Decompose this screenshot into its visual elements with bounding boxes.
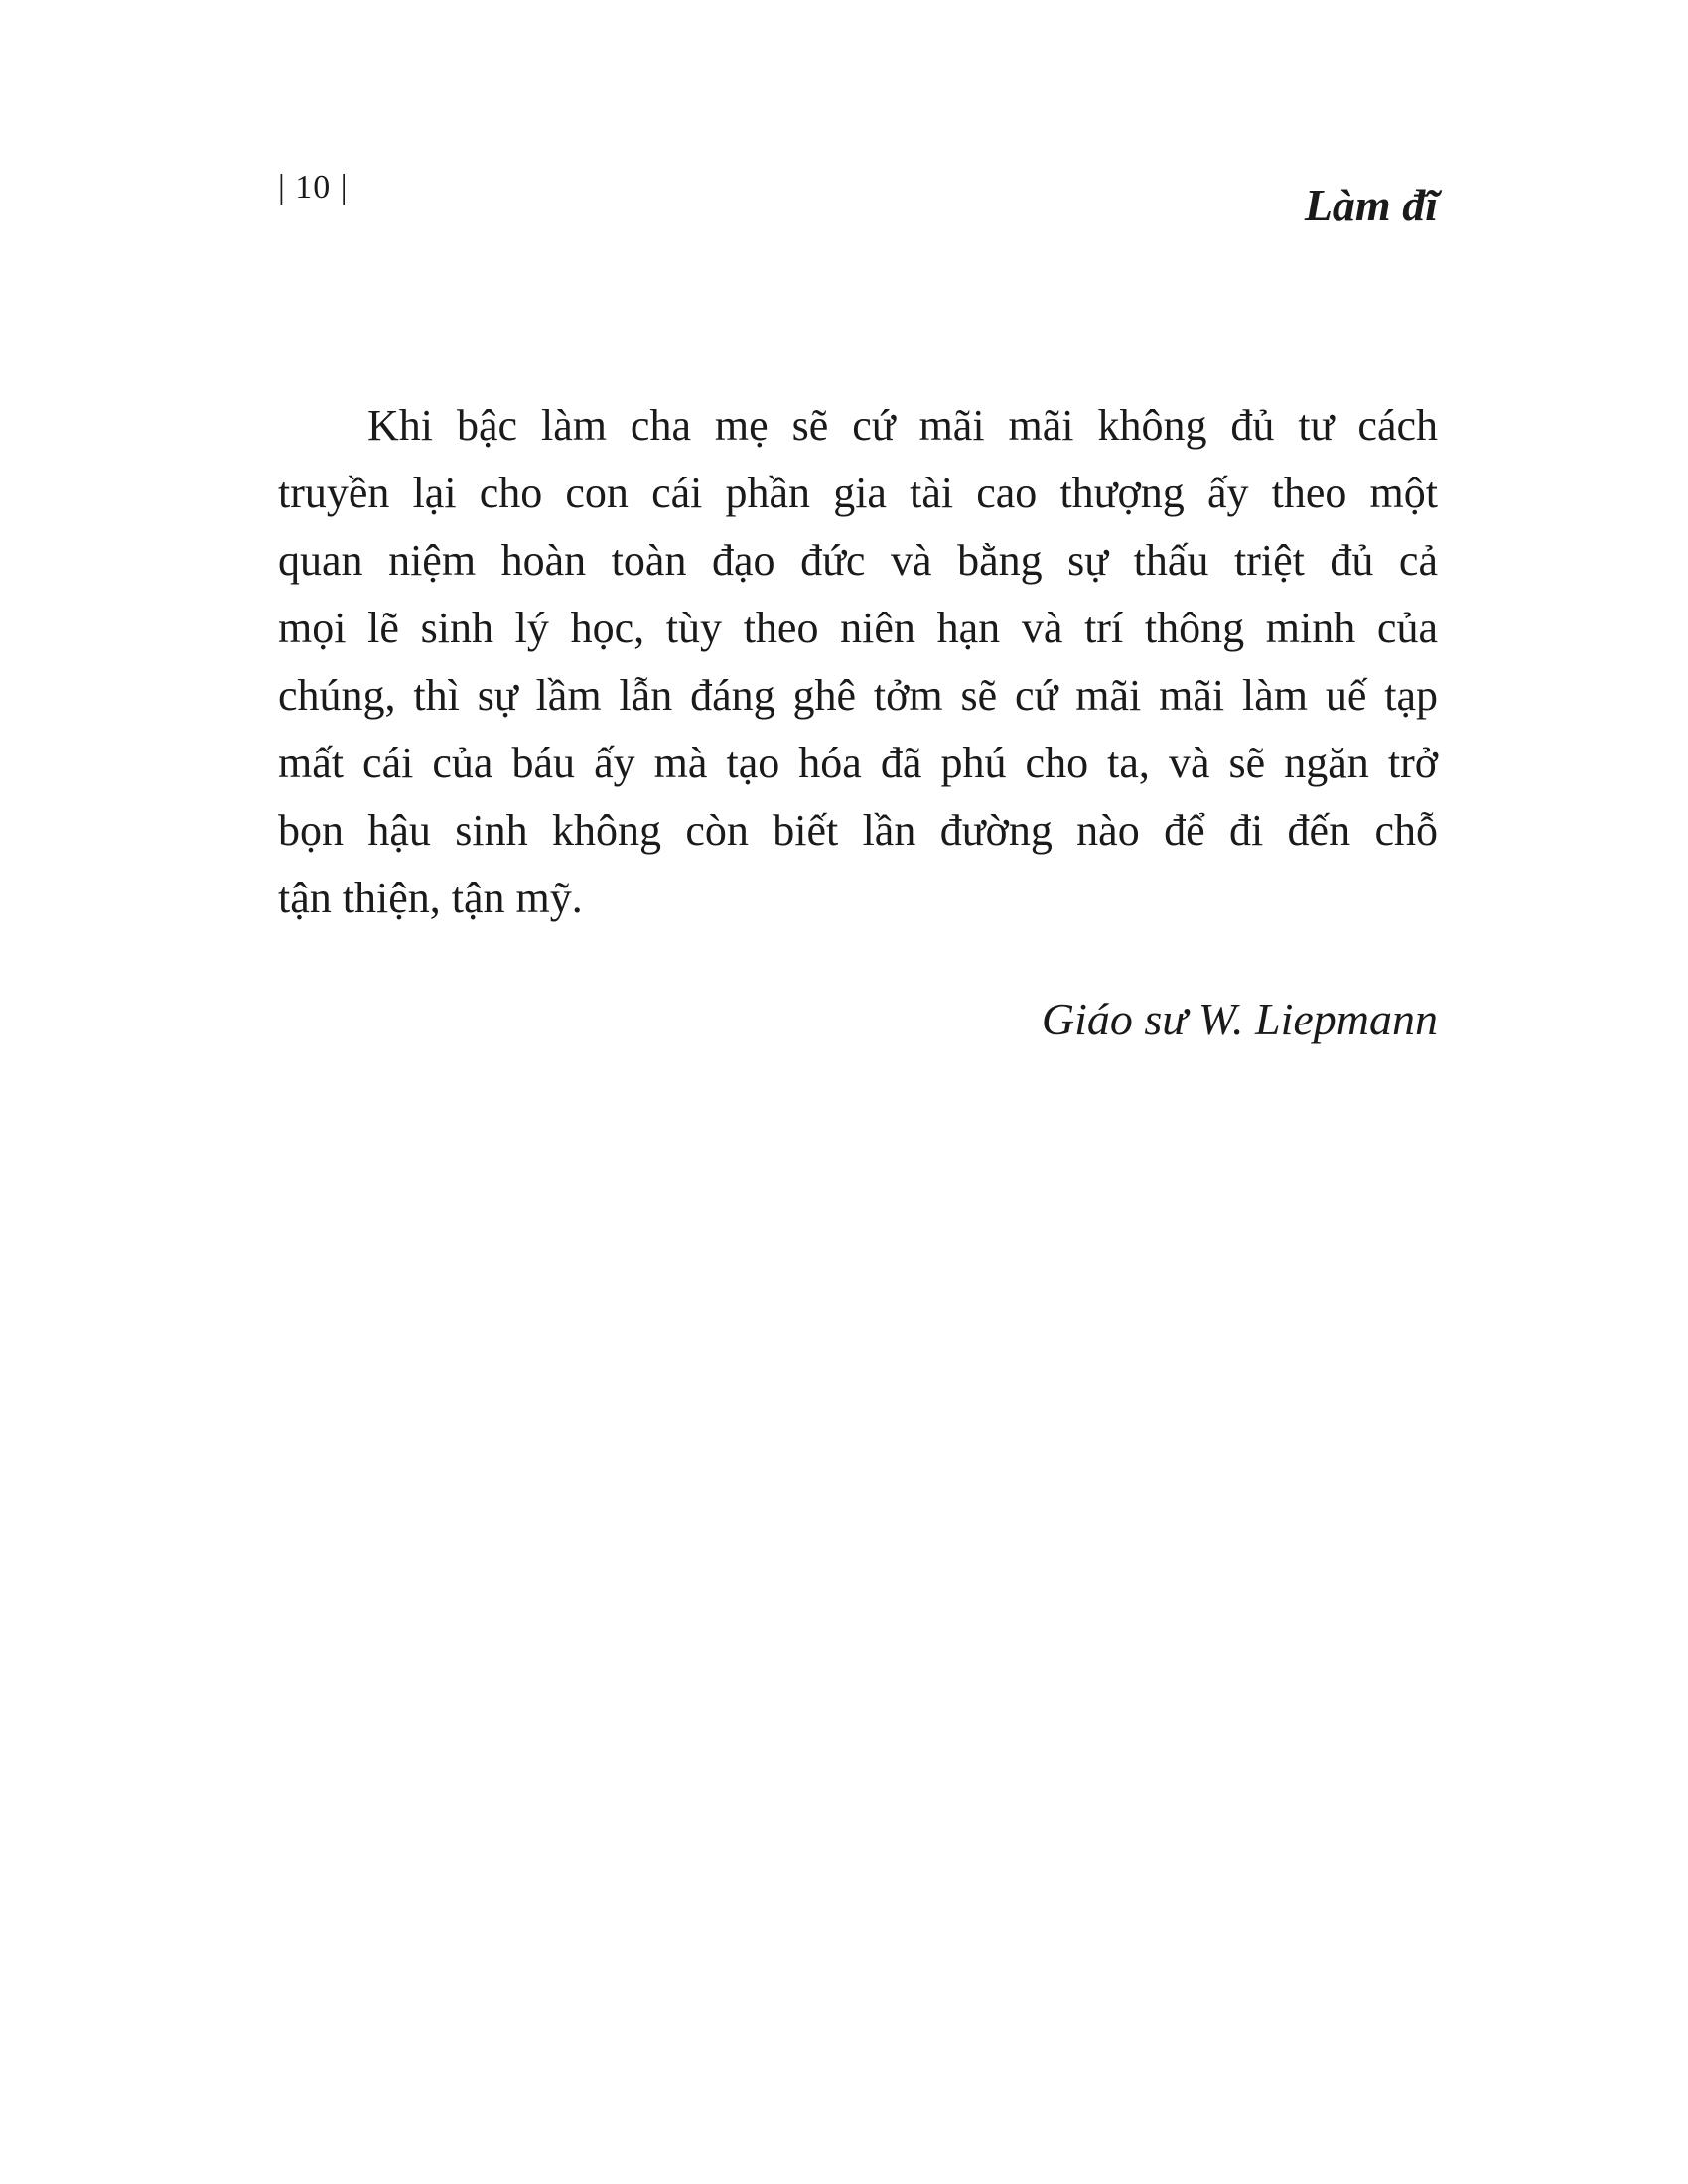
paragraph-line: chúng, thì sự lầm lẫn đáng ghê tởm sẽ cứ mãi mãi làm uế tạp	[278, 671, 1438, 720]
paragraph-line: mọi lẽ sinh lý học, tùy theo niên hạn và trí thông minh của	[278, 604, 1438, 652]
body-paragraph	[278, 392, 1438, 932]
page-number: | 10 |	[278, 169, 349, 205]
paragraph-line: quan niệm hoàn toàn đạo đức và bằng sự thấu triệt đủ cả	[278, 536, 1438, 585]
running-header-title: Làm đĩ	[1304, 180, 1438, 230]
paragraph-line: bọn hậu sinh không còn biết lần đường nào để đi đến chỗ	[278, 806, 1438, 855]
paragraph-line: truyền lại cho con cái phần gia tài cao thượng ấy theo một	[278, 469, 1438, 517]
paragraph-line: Khi bậc làm cha mẹ sẽ cứ mãi mãi không đủ tư cách	[367, 401, 1438, 450]
paragraph-line: tận thiện, tận mỹ.	[278, 874, 583, 922]
quote-attribution: Giáo sư W. Liepmann	[1041, 994, 1438, 1044]
paragraph-line: mất cái của báu ấy mà tạo hóa đã phú cho ta, và sẽ ngăn trở	[278, 739, 1438, 787]
